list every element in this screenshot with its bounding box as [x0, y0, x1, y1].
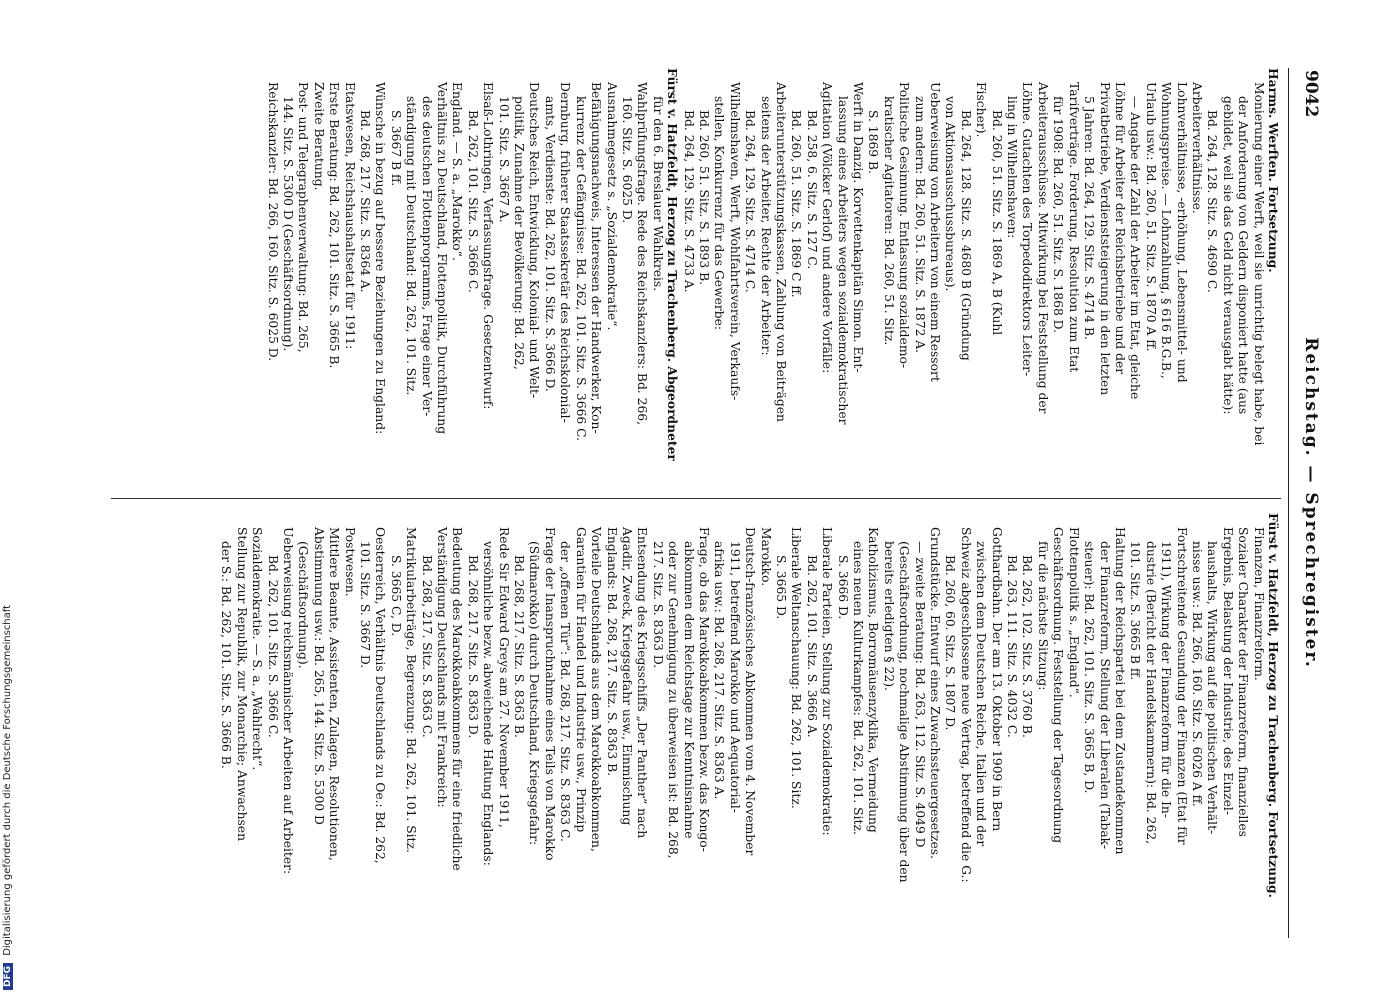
index-line: 101. Sitz. S. 3667 A. [496, 96, 511, 223]
index-line: Ueberweisung reichsmännischer Arbeiten auf Arbeiter: [281, 527, 295, 875]
index-line: Reichskanzler: Bd. 266, 160. Sitz. S. 6025 D. [265, 82, 280, 362]
index-line: Verhältnis zu Deutschland, Flottenpolitik, Durchführung [435, 82, 450, 435]
index-line: amts, Verdienste: Bd. 262, 101. Sitz. S. 3666 D. [542, 96, 557, 392]
index-line: Bd. 260, 60. Sitz. S. 1807 D. [943, 555, 958, 731]
index-line: der Anforderung von Geldern disponiert hatte (aus [1236, 96, 1251, 415]
index-line: Schweiz abgeschlossene neue Vertrag, betreffend die G.: [958, 527, 973, 883]
index-line: Postwesen. [342, 527, 357, 597]
index-line: Lohnverhältnisse, -erhöhung, Lebensmittel- und [1174, 82, 1189, 383]
index-line: gebildet, weil sie das Geld nicht verausgabt hätte): [1220, 96, 1235, 415]
index-line: S. 3665 C, D. [388, 555, 403, 637]
index-line: S. 1869 B. [866, 110, 881, 174]
index-line: kurrenz der Gefängnisse: Bd. 262, 101. Sitz. S. 3666 C. [573, 96, 588, 442]
index-line: 1911, betreffend Marokko und Aequatorial- [727, 541, 742, 813]
left-column [81, 68, 1281, 483]
index-line: Katholizismus, Borromäusenzyklika, Vermeidung [866, 527, 881, 833]
index-line: Post- und Telegraphenverwaltung: Bd. 265, [296, 82, 311, 353]
digitization-note [2, 605, 13, 990]
index-line: Flottenpolitik s. „England“. [1066, 527, 1081, 698]
index-line: Werft in Danzig. Korvettenkapitän Simon. Ent- [851, 82, 866, 373]
index-line: Finanzen, Finanzreform. [1251, 527, 1266, 681]
index-line: des deutschen Flottenprogramms, Frage einer Ver- [419, 96, 434, 417]
index-line: Bd. 262, 101. Sitz. S. 3666 C. [265, 555, 280, 738]
index-line: S. 3667 B ff. [388, 110, 403, 187]
index-line: Urlaub usw.: Bd. 260, 51. Sitz. S. 1870 A ff. [1143, 82, 1158, 352]
index-line: Mittlere Beamte, Assistenten, Zulagen, Resolutionen, [327, 527, 342, 861]
index-line: der „offenen Tür“: Bd. 268, 217. Sitz. S. 8363 C. [558, 541, 573, 842]
index-line: Entsendung des Kriegsschiffs „Der Panther“ nach [635, 527, 650, 839]
index-line: Fürst v. Hatzfeldt, Herzog zu Trachenberg. Fortsetzung. [1266, 513, 1281, 898]
index-line: Tarifverträge. Forderung, Resolution zum Etat [1066, 82, 1081, 373]
index-line: oder zur Genehmigung zu überweisen ist: Bd. 268, [666, 541, 681, 859]
index-line: lassung eines Arbeiters wegen sozialdemokratischer [835, 96, 850, 425]
index-line: 5 Jahren: Bd. 264, 129. Sitz. S. 4714 B. [1082, 96, 1097, 340]
index-line: abkommen dem Reichstage zur Kenntnisnahme [681, 541, 696, 839]
index-line: Bd. 260, 51. Sitz. S. 1893 B. [696, 110, 711, 286]
index-line: England. — S. a. „Marokko“. [450, 82, 465, 261]
index-line: Arbeiterunterstützungskassen, Zahlung von Beiträgen [774, 82, 788, 422]
index-line: Marokko. [758, 527, 773, 587]
index-line: Bd. 268, 217. Sitz. S. 8363 B. [512, 555, 527, 738]
index-line: Liberale Weltanschauung: Bd. 262, 101. Sitz. [789, 527, 804, 809]
index-line: Etatswesen, Reichshaushaltsetat für 1911: [342, 82, 357, 350]
index-line: Bd. 264, 128. Sitz. S. 4680 B (Gründung [958, 110, 973, 361]
index-line: Geschäftsordnung. Feststellung der Tagesordnung [1051, 527, 1066, 844]
index-line: Dernburg, früherer Staatssekretär des Reichskolonial- [558, 82, 573, 423]
index-line: (Südmarokko) durch Deutschland, Kriegsgefahr: [527, 541, 542, 846]
index-line: Deutsches Reich, Entwicklung, Kolonial- und Welt- [527, 82, 542, 399]
index-line: Abstimmung usw.: Bd. 265, 144. Sitz. S. 5300 D [311, 527, 326, 825]
running-title: Reichstag. — Sprechregister. [1301, 337, 1321, 669]
index-line: Bd. 262, 101. Sitz. S. 3666 C. [465, 110, 480, 293]
index-line: versöhnliche bezw. abweichende Haltung Englands: [481, 541, 496, 866]
index-line: Frage, ob das Marokkoabkommen bezw. das Kongo- [696, 527, 711, 852]
index-line: Politische Gesinnung. Entlassung sozialdemo- [897, 82, 912, 369]
index-line: Garantien für Handel und Industrie usw., Prinzip [573, 527, 588, 833]
index-line: Fürst v. Hatzfeldt, Herzog zu Trachenberg. Abgeordneter [665, 68, 681, 461]
index-line: zwischen dem Deutschen Reiche, Italien und der [974, 541, 989, 847]
index-line: Bd. 262, 101. Sitz. S. 3666 A. [804, 555, 819, 738]
page-number: 9042 [1301, 70, 1321, 118]
index-line: Wohnungspreise. — Lohnzahlung, § 616 B.G.B., [1159, 82, 1174, 379]
index-line: ling in Wilhelmshaven: [1005, 96, 1020, 239]
index-line: Verständigung Deutschlands mit Frankreich: [435, 527, 450, 808]
index-line: Ergebnis, Belastung der Industrie, des Einzel- [1220, 527, 1235, 816]
index-line: steuer): Bd. 262, 101. Sitz. S. 3665 B, D. [1082, 541, 1097, 794]
index-line: von Aktionsausschussbureaus). [943, 96, 958, 292]
index-line: Bd. 260, 51. Sitz. S. 1869 A, B (Kuhl [989, 110, 1004, 336]
index-line: 217. Sitz. S. 8363 D. [650, 541, 665, 669]
index-line: bereits erledigten § 22). [881, 541, 896, 691]
document-page [65, 68, 1325, 938]
index-line: Löhne. Gutachten des Torpedodirektors Leiter- [1020, 82, 1035, 377]
index-line: Wahlprüfungsfrage. Rede des Reichskanzlers: Bd. 266, [635, 82, 650, 426]
index-line: der S.: Bd. 262, 101. Sitz. S. 3666 B. [219, 541, 234, 769]
index-line: Bd. 262, 102. Sitz. S. 3760 B. [1020, 555, 1035, 738]
index-line: Deutsch-französisches Abkommen vom 4. November [743, 527, 758, 856]
index-line: Ueberweisung von Arbeitern von einem Ressort [928, 82, 943, 382]
index-line: Bd. 268, 217. Sitz. S. 8364 A. [358, 110, 373, 293]
index-line: Frage der Inanspruchnahme eines Teils von Marokko [542, 527, 557, 861]
index-line: Harms. Werften. Fortsetzung. [1266, 68, 1281, 273]
index-line: Grundstücke. Entwurf eines Zuwachssteuergesetzes. [928, 527, 943, 859]
index-line: Wünsche in bezug auf bessere Beziehungen zu England: [373, 82, 388, 435]
index-line: afrika usw.: Bd. 268, 217. Sitz. S. 8363 A. [712, 541, 727, 800]
index-line: Wilhelmshaven, Werft, Wohlfahrtsverein, Verkaufs- [727, 82, 742, 401]
index-line: Liberale Parteien, Stellung zur Sozialdemokratie: [820, 527, 835, 836]
index-line: Bedeutung des Marokkoabkommens für eine friedliche [450, 527, 465, 871]
index-line: Bd. 264, 129. Sitz. S. 4714 C. [743, 110, 758, 293]
index-line: Vorteile Deutschlands aus dem Marokkoabkommen, [589, 527, 604, 852]
index-line: Fischer). [974, 82, 989, 138]
index-line: — zweite Beratung: Bd. 263, 112. Sitz. S. 4049 D [912, 541, 927, 848]
index-line: 1911), Wirkung der Finanzreform für die In- [1159, 541, 1174, 819]
index-line: seitens der Arbeiter, Rechte der Arbeiter: [758, 96, 773, 356]
index-line: Elsaß-Lothringen, Verfassungsfrage. Gesetzentwurf: [481, 82, 496, 410]
index-line: Matrikularbeiträge, Begrenzung: Bd. 262, 101. Sitz. [404, 527, 419, 853]
dfg-logo: DFG [3, 963, 13, 990]
index-line: 101. Sitz. S. 3667 D. [358, 541, 373, 669]
index-line: (Geschäftsordnung, nochmalige Abstimmung über den [897, 541, 912, 883]
index-line: Bd. 268, 217. Sitz. S. 8363 C. [419, 555, 434, 738]
index-line: 144. Sitz. S. 5300 D (Geschäftsordnung). [281, 96, 295, 352]
index-line: Bd. 264, 129. Sitz. S. 4733 A. [681, 110, 696, 293]
index-line: Arbeiterausschüsse. Mitwirkung bei Feststellung der [1035, 82, 1050, 414]
index-line: Agitation (Völcker Gerlof) und andere Vorfälle: [820, 82, 835, 374]
right-column [81, 513, 1281, 928]
index-line: politik, Zunahme der Bevölkerung: Bd. 262, [512, 96, 527, 370]
index-line: kratischer Agitatoren: Bd. 260, 51. Sitz. [881, 96, 896, 346]
index-line: der Finanzreform, Stellung der Liberalen (Tabak- [1097, 541, 1112, 850]
column-separator [111, 498, 1281, 499]
index-line: zum andern: Bd. 260, 51. Sitz. S. 1872 A. [912, 96, 927, 354]
index-line: für 1908: Bd. 260, 51. Sitz. S. 1868 D. [1051, 96, 1066, 334]
index-line: Fortschreitende Gesundung der Finanzen (Etat für [1174, 527, 1189, 845]
index-line: haushalts, Wirkung auf die politischen Verhält- [1205, 541, 1220, 835]
index-line: für den 6. Breslauer Wahlkreis. [650, 96, 665, 292]
index-line: 160. Sitz. S. 6025 D. [619, 96, 634, 224]
index-line: Haltung der Reichspartei bei dem Zustandekommen [1112, 527, 1127, 855]
digitization-text: Digitalisierung gefördert durch die Deutsche Forschungsgemeinschaft [2, 604, 13, 956]
index-line: Arbeiterverhältnisse. [1189, 82, 1204, 214]
index-line: Löhne für Arbeiter der Reichsbetriebe und der [1112, 82, 1127, 375]
header-rule [1288, 68, 1289, 938]
index-line: Stellung zur Republik, zur Monarchie; Anwachsen [234, 527, 249, 841]
index-line: S. 3666 D. [835, 555, 850, 620]
index-line: — Angabe der Zahl der Arbeiter im Etat, gleiche [1128, 96, 1143, 400]
index-line: Monierung einer Werft, weil sie unrichtig belegt habe, bei [1251, 82, 1266, 446]
index-line: Gotthardbahn. Der am 13. Oktober 1909 in Bern [989, 527, 1004, 832]
index-line: Bd. 268, 217. Sitz. S. 8363 D. [465, 555, 480, 739]
index-line: Agadir, Zweck, Kriegsgefahr usw., Einmischung [619, 527, 634, 826]
index-line: nisse usw.: Bd. 266, 160. Sitz. S. 6026 A ff. [1189, 541, 1204, 807]
index-line: S. 3665 D. [774, 555, 788, 620]
index-line: ständigung mit Deutschland: Bd. 262, 101. Sitz. [404, 96, 419, 396]
index-line: Ausnahmegesetz s. „Sozialdemokratie“. [604, 82, 619, 331]
index-line: Erste Beratung: Bd. 262, 101. Sitz. S. 3665 B. [327, 82, 342, 369]
index-line: Bd. 263, 111. Sitz. S. 4032 C. [1005, 555, 1020, 738]
index-line: Sozialer Charakter der Finanzreform, finanzielles [1236, 527, 1251, 837]
index-line: Englands: Bd. 268, 217. Sitz. S. 8363 B. [604, 527, 619, 777]
index-line: Bd. 258, 6. Sitz. S. 127 C. [804, 110, 819, 270]
index-line: eines neuen Kulturkampfes: Bd. 262, 101. Sitz. [851, 541, 866, 835]
index-line: Sozialdemokratie. — S. a. „Wahlrecht“. [250, 527, 265, 771]
index-line: Privatbetriebe, Verdienststeigerung in den letzten [1097, 82, 1112, 396]
page-header [1291, 68, 1325, 938]
index-line: Bd. 260, 51. Sitz. S. 1869 C ff. [789, 110, 804, 298]
index-line: Rede Sir Edward Greys am 27. November 1911, [496, 527, 511, 828]
index-line: stellen, Konkurrenz für das Gewerbe: [712, 96, 727, 331]
index-line: Oesterreich, Verhältnis Deutschlands zu Oe.: Bd. 262, [373, 527, 388, 864]
index-line: Befähigungsnachweis, Interessen der Handwerker, Kon- [589, 82, 604, 434]
index-line: dustrie (Bericht der Handelskammern): Bd. 262, [1143, 541, 1158, 845]
index-line: (Geschäftsordnung). [296, 541, 311, 669]
index-line: Bd. 264, 128. Sitz. S. 4690 C. [1205, 110, 1220, 293]
index-line: für die nächste Sitzung: [1035, 541, 1050, 691]
index-line: Zweite Beratung. [311, 82, 326, 191]
index-line: 101. Sitz. S. 3665 B ff. [1128, 541, 1143, 681]
